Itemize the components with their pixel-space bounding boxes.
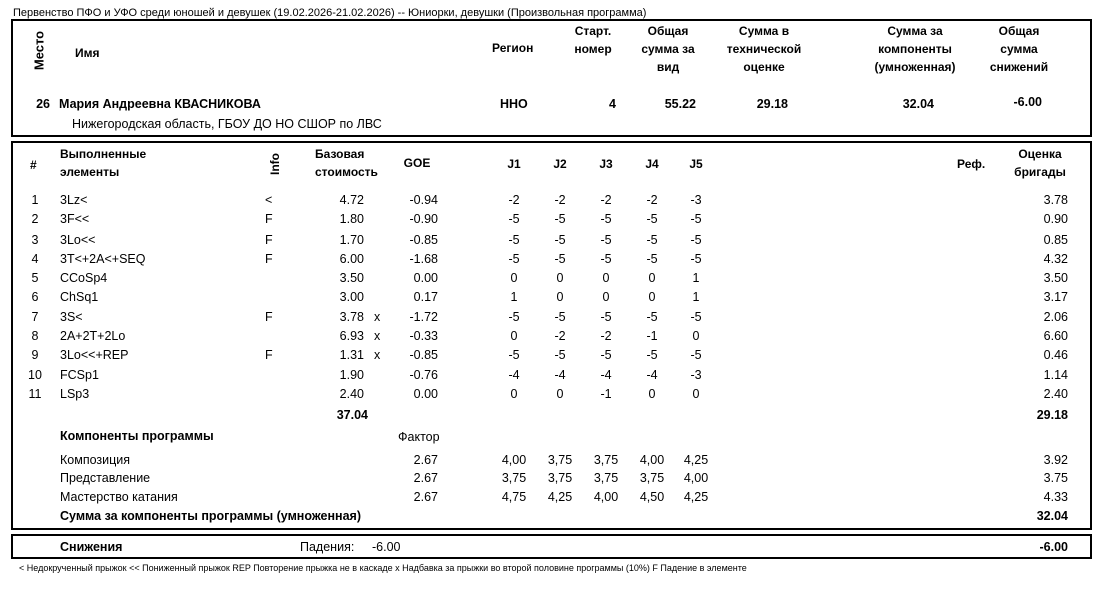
element-number: 3: [31, 233, 39, 247]
judge-1-score: 0: [510, 271, 518, 285]
j5-header: J5: [689, 157, 703, 171]
skater-tes: 29.18: [756, 97, 788, 111]
judge-5-score: -5: [690, 348, 702, 362]
deductions-box: [11, 534, 1092, 559]
judge-3-score: -4: [600, 368, 612, 382]
element-name: 3S<: [60, 310, 83, 324]
component-judge-2-score: 3,75: [547, 453, 573, 467]
base-value-header: Базовая стоимость: [315, 147, 378, 179]
element-goe: 0.17: [413, 290, 438, 304]
element-base-value: 1.80: [339, 212, 364, 226]
skater-pcs: 32.04: [902, 97, 934, 111]
factor-label: Фактор: [398, 430, 440, 444]
component-judge-3-score: 4,00: [593, 490, 619, 504]
component-factor: 2.67: [413, 453, 438, 467]
judge-1-score: -5: [508, 310, 520, 324]
element-number: 8: [31, 329, 39, 343]
tes-header: Сумма в технической оценке: [726, 24, 802, 74]
element-info: <: [265, 193, 273, 207]
judge-1-score: -5: [508, 233, 520, 247]
element-name: 3F<<: [60, 212, 90, 226]
component-judge-5-score: 4,25: [683, 490, 709, 504]
components-total-label: Сумма за компоненты программы (умноженная): [60, 509, 361, 523]
element-info: F: [265, 252, 273, 266]
judge-2-score: -2: [554, 193, 566, 207]
info-header: Info: [268, 153, 282, 175]
judge-3-score: -2: [600, 193, 612, 207]
judge-1-score: -2: [508, 193, 520, 207]
element-base-value: 4.72: [339, 193, 364, 207]
component-judge-4-score: 3,75: [639, 471, 665, 485]
judge-1-score: 0: [510, 329, 518, 343]
judge-4-score: -5: [646, 212, 658, 226]
component-judge-5-score: 4,25: [683, 453, 709, 467]
element-name: 3T<+2A<+SEQ: [60, 252, 146, 266]
element-goe: -1.68: [409, 252, 438, 266]
element-panel-score: 0.90: [1043, 212, 1068, 226]
judge-3-score: -2: [600, 329, 612, 343]
judge-2-score: -5: [554, 233, 566, 247]
element-goe: 0.00: [413, 387, 438, 401]
elements-header: Выполненные элементы: [60, 147, 147, 179]
component-judge-3-score: 3,75: [593, 471, 619, 485]
j4-header: J4: [645, 157, 659, 171]
components-total: 32.04: [1036, 509, 1068, 523]
element-goe: -1.72: [409, 310, 438, 324]
element-base-value: 1.70: [339, 233, 364, 247]
legend: < Недокрученный прыжок << Пониженный прыжок REP Повторение прыжка не в каскаде x Надбавка за прыжки во второй половине программы (10%) F Падение в элементе: [19, 563, 747, 573]
judge-3-score: -5: [600, 310, 612, 324]
element-name: ChSq1: [60, 290, 99, 304]
element-panel-score: 6.60: [1043, 329, 1068, 343]
element-name: 3Lz<: [60, 193, 88, 207]
judge-3-score: -5: [600, 348, 612, 362]
component-judge-3-score: 3,75: [593, 453, 619, 467]
judge-3-score: -5: [600, 233, 612, 247]
judge-1-score: -4: [508, 368, 520, 382]
element-number: 9: [31, 348, 39, 362]
judge-3-score: 0: [602, 271, 610, 285]
component-score: 3.92: [1043, 453, 1068, 467]
event-title: Первенство ПФО и УФО среди юношей и девушек (19.02.2026-21.02.2026) -- Юниорки, девушки (Произвольная программа): [13, 7, 647, 19]
element-bonus-marker: x: [374, 329, 381, 343]
skater-start-number: 4: [609, 97, 616, 111]
element-name: CCoSp4: [60, 271, 108, 285]
component-judge-1-score: 4,75: [501, 490, 527, 504]
element-name: 3Lo<<: [60, 233, 96, 247]
element-goe: -0.33: [409, 329, 438, 343]
base-total: 37.04: [336, 408, 368, 422]
element-panel-score: 3.17: [1043, 290, 1068, 304]
judge-5-score: -5: [690, 252, 702, 266]
element-name: 3Lo<<+REP: [60, 348, 129, 362]
judge-2-score: 0: [556, 387, 564, 401]
falls-value: -6.00: [372, 540, 401, 554]
judge-5-score: 0: [692, 329, 700, 343]
skater-deductions: -6.00: [1013, 95, 1042, 109]
element-number: 11: [28, 387, 42, 401]
element-panel-score: 2.40: [1043, 387, 1068, 401]
element-name: LSp3: [60, 387, 90, 401]
judge-4-score: -5: [646, 348, 658, 362]
judge-4-score: 0: [648, 387, 656, 401]
element-base-value: 6.93: [339, 329, 364, 343]
component-factor: 2.67: [413, 471, 438, 485]
name-header: Имя: [75, 46, 100, 60]
start-number-header: Старт. номер: [574, 24, 612, 56]
element-panel-score: 3.50: [1043, 271, 1068, 285]
element-goe: -0.85: [409, 233, 438, 247]
component-judge-5-score: 4,00: [683, 471, 709, 485]
judge-2-score: -5: [554, 252, 566, 266]
total-score-header: Общая сумма за вид: [641, 24, 695, 74]
panel-score-header: Оценка бригады: [1014, 147, 1066, 179]
element-base-value: 3.00: [339, 290, 364, 304]
element-info: F: [265, 233, 273, 247]
element-panel-score: 0.85: [1043, 233, 1068, 247]
judge-1-score: 1: [510, 290, 518, 304]
element-number: 10: [28, 368, 42, 382]
element-base-value: 2.40: [339, 387, 364, 401]
skater-region: ННО: [500, 97, 528, 111]
element-goe: -0.76: [409, 368, 438, 382]
element-panel-score: 1.14: [1043, 368, 1068, 382]
component-score: 4.33: [1043, 490, 1068, 504]
referee-header: Реф.: [957, 157, 986, 171]
judge-5-score: 0: [692, 387, 700, 401]
j3-header: J3: [599, 157, 613, 171]
element-bonus-marker: x: [374, 310, 381, 324]
element-panel-score: 3.78: [1043, 193, 1068, 207]
component-score: 3.75: [1043, 471, 1068, 485]
judge-5-score: -5: [690, 212, 702, 226]
judge-3-score: -5: [600, 252, 612, 266]
goe-header: GOE: [403, 156, 431, 170]
j1-header: J1: [507, 157, 521, 171]
judge-4-score: -4: [646, 368, 658, 382]
element-number: 6: [31, 290, 39, 304]
element-name: FCSp1: [60, 368, 99, 382]
component-factor: 2.67: [413, 490, 438, 504]
element-panel-score: 4.32: [1043, 252, 1068, 266]
judge-2-score: -5: [554, 310, 566, 324]
judge-5-score: -3: [690, 193, 702, 207]
judge-5-score: -3: [690, 368, 702, 382]
judge-4-score: 0: [648, 290, 656, 304]
falls-label: Падения:: [300, 540, 355, 554]
judge-4-score: -5: [646, 310, 658, 324]
element-base-value: 1.31: [339, 348, 364, 362]
element-base-value: 3.78: [339, 310, 364, 324]
judge-5-score: 1: [692, 271, 700, 285]
judge-2-score: -4: [554, 368, 566, 382]
judge-5-score: -5: [690, 310, 702, 324]
components-title: Компоненты программы: [60, 429, 214, 443]
deductions-total: -6.00: [1039, 540, 1068, 554]
element-name: 2A+2T+2Lo: [60, 329, 126, 343]
element-number: 7: [31, 310, 39, 324]
element-panel-score: 0.46: [1043, 348, 1068, 362]
element-base-value: 1.90: [339, 368, 364, 382]
component-judge-1-score: 4,00: [501, 453, 527, 467]
element-number: 4: [31, 252, 39, 266]
tes-total: 29.18: [1036, 408, 1068, 422]
judge-4-score: 0: [648, 271, 656, 285]
component-judge-2-score: 4,25: [547, 490, 573, 504]
judge-5-score: 1: [692, 290, 700, 304]
element-base-value: 6.00: [339, 252, 364, 266]
component-name: Композиция: [60, 453, 131, 467]
judge-2-score: -5: [554, 348, 566, 362]
judge-3-score: 0: [602, 290, 610, 304]
element-info: F: [265, 348, 273, 362]
judge-3-score: -5: [600, 212, 612, 226]
element-bonus-marker: x: [374, 348, 381, 362]
skater-place: 26: [36, 97, 50, 111]
element-panel-score: 2.06: [1043, 310, 1068, 324]
deductions-header: Общая сумма снижений: [989, 24, 1049, 74]
judge-1-score: -5: [508, 212, 520, 226]
judge-2-score: -5: [554, 212, 566, 226]
element-goe: -0.90: [409, 212, 438, 226]
component-judge-1-score: 3,75: [501, 471, 527, 485]
component-judge-2-score: 3,75: [547, 471, 573, 485]
element-info: F: [265, 310, 273, 324]
judge-4-score: -5: [646, 252, 658, 266]
region-header: Регион: [492, 41, 534, 55]
skater-total: 55.22: [664, 97, 696, 111]
skater-name: Мария Андреевна КВАСНИКОВА: [59, 97, 261, 111]
element-number: 5: [31, 271, 39, 285]
component-judge-4-score: 4,00: [639, 453, 665, 467]
component-judge-4-score: 4,50: [639, 490, 665, 504]
element-info: F: [265, 212, 273, 226]
component-name: Мастерство катания: [60, 490, 178, 504]
judge-1-score: 0: [510, 387, 518, 401]
judge-2-score: 0: [556, 290, 564, 304]
component-name: Представление: [60, 471, 151, 485]
judge-4-score: -1: [646, 329, 658, 343]
judge-1-score: -5: [508, 252, 520, 266]
j2-header: J2: [553, 157, 567, 171]
element-number-header: #: [30, 158, 37, 172]
judge-4-score: -2: [646, 193, 658, 207]
judge-2-score: 0: [556, 271, 564, 285]
judge-1-score: -5: [508, 348, 520, 362]
place-header: Место: [31, 30, 47, 71]
element-goe: -0.94: [409, 193, 438, 207]
skater-club: Нижегородская область, ГБОУ ДО НО СШОР по ЛВС: [72, 117, 382, 131]
judge-2-score: -2: [554, 329, 566, 343]
judge-5-score: -5: [690, 233, 702, 247]
element-base-value: 3.50: [339, 271, 364, 285]
element-number: 1: [31, 193, 39, 207]
deductions-label: Снижения: [60, 540, 123, 554]
pcs-header: Сумма за компоненты (умноженная): [874, 24, 956, 74]
element-goe: -0.85: [409, 348, 438, 362]
element-number: 2: [31, 212, 39, 226]
element-goe: 0.00: [413, 271, 438, 285]
judge-3-score: -1: [600, 387, 612, 401]
judge-4-score: -5: [646, 233, 658, 247]
